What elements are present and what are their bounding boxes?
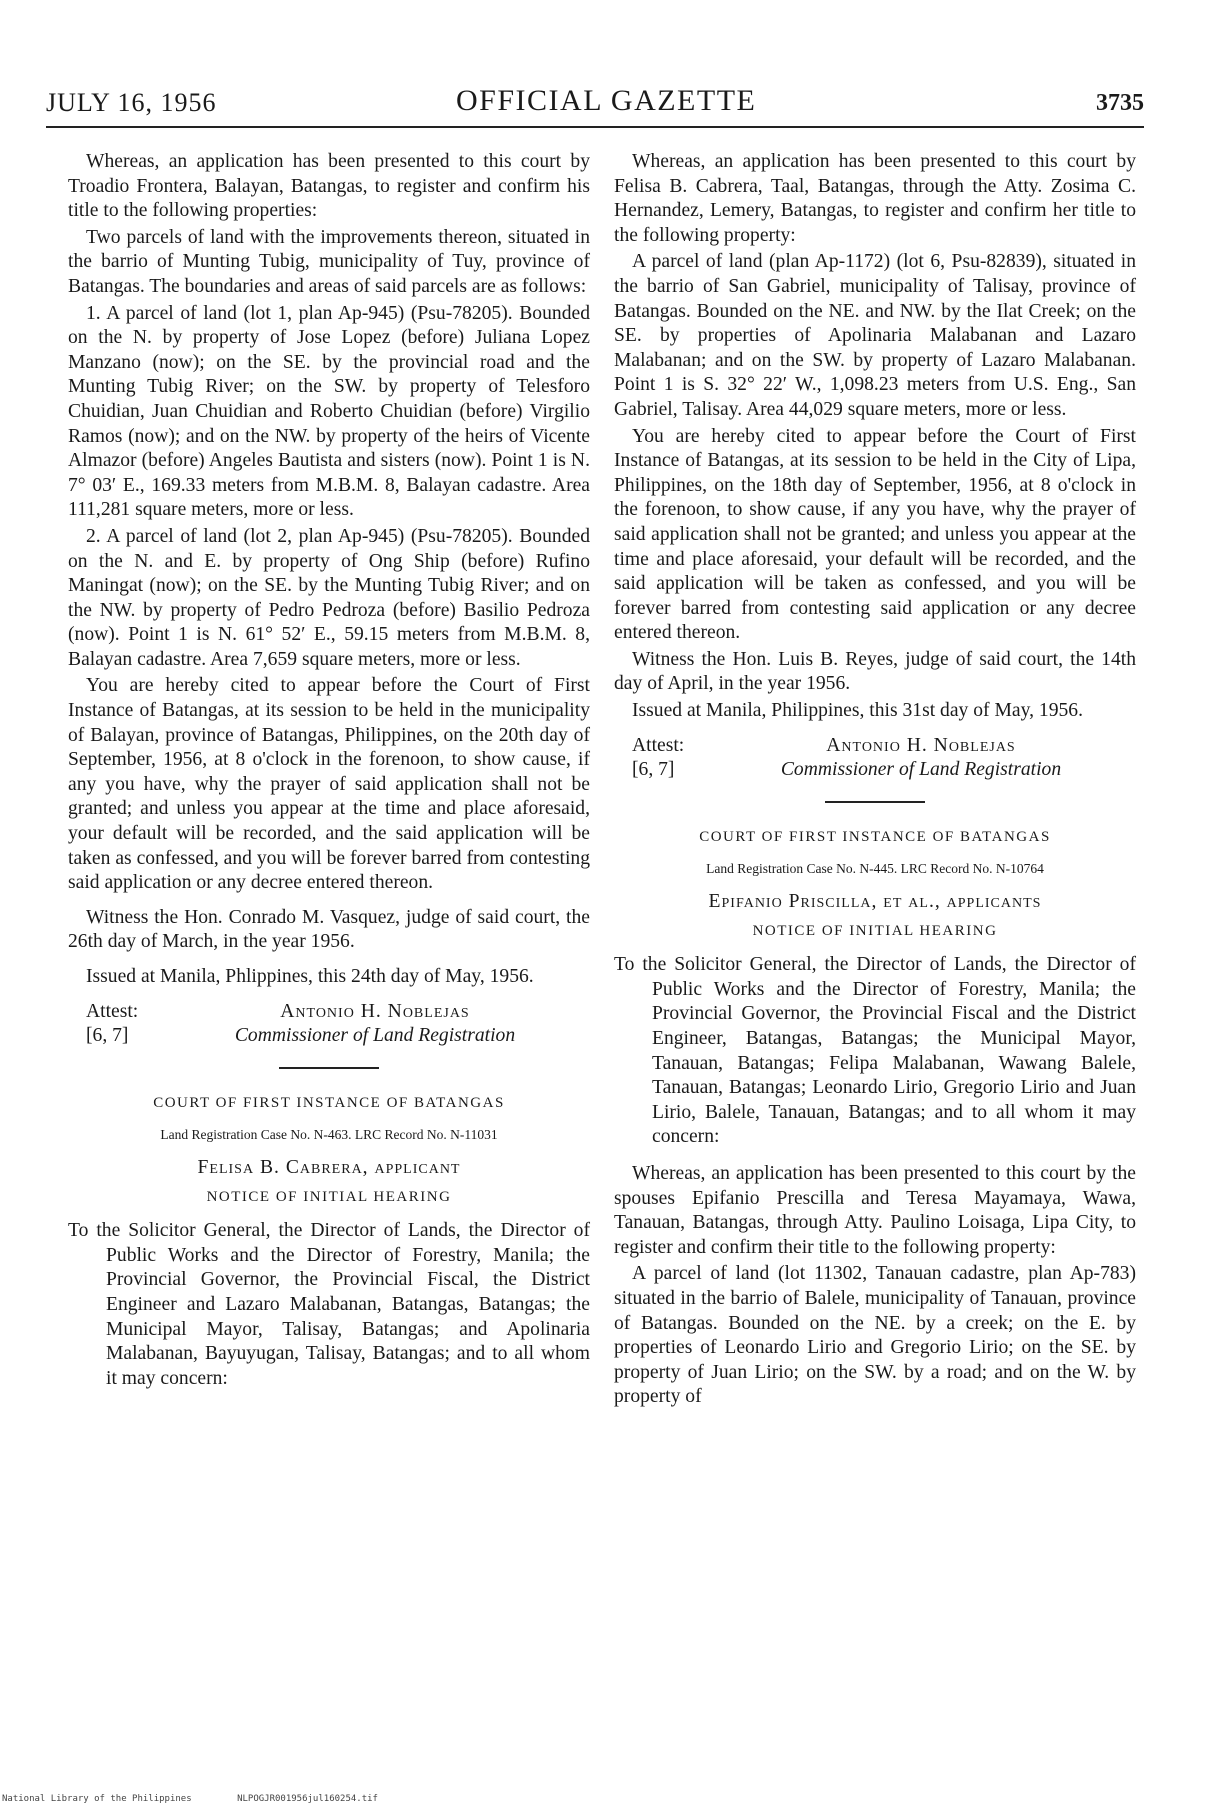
header-rule [46,126,1144,128]
notice-title: NOTICE OF INITIAL HEARING [206,1188,452,1205]
commissioner-title: Commissioner of Land Registration [780,759,1062,781]
section-separator [279,1067,379,1069]
addressees-paragraph: To the Solicitor General, the Director of Lands, the Director of Public Works and the Director of Forestry, Manila; the Provincial Governor, the Provincial Fiscal, the District Engineer and Lazaro Malabanan, Batangas, Batangas; the Municipal Mayor, Talisay, Batangas; and Apolinaria Malabanan, Bayuyugan, Talisay, Batangas; and to all whom it may concern: [68,1220,590,1389]
case-number: Land Registration Case No. N-463. LRC Record No. N-11031 [160,1127,498,1143]
paragraph: You are hereby cited to appear before the Court of First Instance of Batangas, at its session to be held in the municipality of Balayan, province of Batangas, Philippines, on the 20th day of September, 1956, at 8 o'clock in the forenoon, to show cause, if any you have, why the prayer of said application shall not be granted; and unless you appear at the time and place aforesaid, your default will be recorded, and the said application will be taken as confessed, and you will be forever barred from contesting said application or any decree entered thereon. [68,675,590,894]
paragraph: Whereas, an application has been presented to this court by Felisa B. Cabrera, Taal, Batangas, through the Atty. Zosima C. Hernandez, Lemery, Batangas, to register and confirm her title to the following property: [614,151,1136,246]
witness-paragraph: Witness the Hon. Conrado M. Vasquez, judge of said court, the 26th day of March, in the year 1956. [68,906,590,953]
right-column [614,150,1136,1412]
paragraph: 1. A parcel of land (lot 1, plan Ap-945) (Psu-78205). Bounded on the N. by property of Jose Lopez (before) Juliana Lopez Manzano (now); on the SE. by the provincial road and the Munting Tubig River; on the SW. by property of Telesforo Chuidian, Juan Chuidian and Roberto Chuidian (before) Virgilio Ramos (now); and on the NW. by property of the heirs of Vicente Almazor (before) Angeles Bautista and sisters (now). Point 1 is N. 7° 03′ E., 169.33 meters from M.B.M. 8, Balayan cadastre. Area 111,281 square meters, more or less. [68,302,590,521]
paragraph: 2. A parcel of land (lot 2, plan Ap-945) (Psu-78205). Bounded on the N. and E. by property of Ong Ship (before) Rufino Maningat (now); on the SE. by the Munting Tubig River; and on the NW. by property of Pedro Pedroza (before) Basilio Pedroza (now). Point 1 is N. 61° 52′ E., 59.15 meters from M.B.M. 8, Balayan cadastre. Area 7,659 square meters, more or less. [68,525,590,670]
issue-date: JULY 16, 1956 [46,88,217,117]
attest-reference: [6, 7] [632,759,675,781]
notice-title: NOTICE OF INITIAL HEARING [752,922,998,939]
scan-footer [2,1794,418,1804]
court-heading: COURT OF FIRST INSTANCE OF BATANGAS [153,1094,505,1111]
paragraph: Two parcels of land with the improvements thereon, situated in the barrio of Munting Tubig, municipality of Tuy, province of Batangas. The boundaries and areas of said parcels are as follows: [68,226,590,297]
issued-paragraph: Issued at Manila, Philippines, this 31st day of May, 1956. [632,700,1083,722]
section-separator [825,801,925,803]
commissioner-title: Commissioner of Land Registration [234,1025,516,1047]
case-number: Land Registration Case No. N-445. LRC Record No. N-10764 [706,861,1044,877]
library-credit: National Library of the Philippines [2,1794,192,1804]
commissioner-name: Antonio H. Noblejas [280,1000,470,1022]
applicant-name: Epifanio Priscilla, et al., applicants [708,891,1042,913]
page-header [46,84,1144,128]
attestation-block [68,1000,590,1049]
attest-label: Attest: [86,1000,139,1022]
left-column [68,150,590,1403]
witness-paragraph: Witness the Hon. Luis B. Reyes, judge of said court, the 14th day of April, in the year 1956. [614,648,1136,695]
attest-reference: [6, 7] [86,1025,129,1047]
attest-label: Attest: [632,734,685,756]
court-heading: COURT OF FIRST INSTANCE OF BATANGAS [699,828,1051,845]
paragraph: You are hereby cited to appear before the Court of First Instance of Batangas, at its session to be held in the City of Lipa, Philippines, on the 18th day of September, 1956, at 8 o'clock in the forenoon, to show cause, if any you have, why the prayer of said application shall not be granted; and unless you appear at the time and place aforesaid, your default will be recorded, and the said application will be taken as confessed, and you will be forever barred from contesting said application or any decree entered thereon. [614,425,1136,644]
applicant-name: Felisa B. Cabrera, applicant [197,1156,461,1178]
issued-paragraph: Issued at Manila, Phlippines, this 24th day of May, 1956. [86,966,534,987]
attestation-block [614,734,1136,783]
publication-title: OFFICIAL GAZETTE [456,84,757,117]
page-number: 3735 [1096,90,1144,116]
paragraph: A parcel of land (plan Ap-1172) (lot 6, Psu-82839), situated in the barrio of San Gabriel, municipality of Talisay, province of Batangas. Bounded on the NE. and NW. by the Ilat Creek; on the SE. by properties of Apolinaria Malabanan and Lazaro Malabanan; and on the SW. by property of Lazaro Malabanan. Point 1 is S. 32° 22′ W., 1,098.23 meters from U.S. Eng., San Gabriel, Talisay. Area 44,029 square meters, more or less. [614,251,1136,420]
paragraph: Whereas, an application has been presented to this court by Troadio Frontera, Balayan, Batangas, to register and confirm his title to the following properties: [68,151,590,222]
paragraph: Whereas, an application has been presented to this court by the spouses Epifanio Prescilla and Teresa Mayamaya, Wawa, Tanauan, Batangas, through Atty. Paulino Loisaga, Lipa City, to register and confirm their title to the following property: [614,1162,1136,1258]
addressees-paragraph: To the Solicitor General, the Director of Lands, the Director of Public Works and the Director of Forestry, Manila; the Provincial Governor, the Provincial Fiscal and the District Engineer, Batangas, Batangas; the Municipal Mayor, Tanauan, Batangas; Felipa Malabanan, Wawang Balele, Tanauan, Batangas; Leonardo Lirio, Gregorio Lirio and Juan Lirio, Balele, Tanauan, Batangas; and to all whom it may concern: [614,954,1136,1148]
paragraph: A parcel of land (lot 11302, Tanauan cadastre, plan Ap-783) situated in the barrio of Balele, municipality of Tanauan, province of Batangas. Bounded on the NE. by a creek; on the E. by properties of Leonardo Lirio and Gregorio Lirio; on the SE. by property of Juan Lirio; on the SW. by a road; and on the W. by property of [614,1263,1136,1408]
commissioner-name: Antonio H. Noblejas [826,734,1016,756]
scan-filename: NLPOGJR001956jul160254.tif [237,1794,378,1804]
